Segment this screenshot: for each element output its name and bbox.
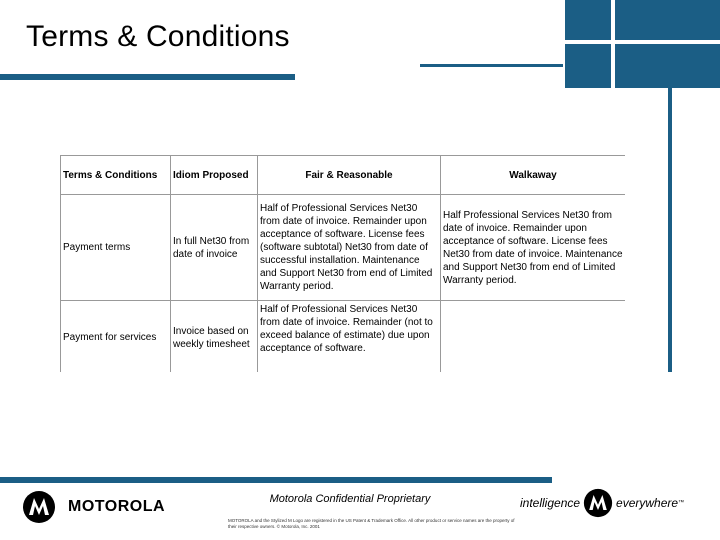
- header-walkaway: Walkaway: [441, 156, 626, 195]
- cell-walkaway: Half Professional Services Net30 from date of invoice. Remainder upon acceptance of software. License fees Net30 from date of invoice. Maintenance and Support Net30 from end of Limited Warranty period.: [441, 195, 626, 301]
- cell-term: Payment terms: [61, 195, 171, 301]
- side-rule: [668, 88, 672, 372]
- cell-idiom: Invoice based on weekly timesheet: [171, 301, 258, 373]
- corner-block-mid: [565, 44, 611, 88]
- motorola-m-icon: [22, 490, 56, 524]
- terms-table: [60, 155, 625, 372]
- corner-block-top-right: [615, 0, 720, 40]
- cell-walkaway: [441, 301, 626, 373]
- terms-table-wrapper: [60, 155, 625, 372]
- tagline: [520, 488, 684, 518]
- confidential-label: Motorola Confidential Proprietary: [269, 493, 431, 505]
- trademark-symbol: ™: [678, 500, 685, 506]
- legal-notice: MOTOROLA and the Stylized M Logo are registered in the US Patent & Trademark Office. All other product or service names are the property of their respective owners. © Motorola, Inc. 2001: [228, 518, 515, 529]
- cell-term: Payment for services: [61, 301, 171, 373]
- cell-idiom: In full Net30 from date of invoice: [171, 195, 258, 301]
- table-row: [61, 301, 626, 373]
- cell-fair: Half of Professional Services Net30 from date of invoice. Remainder (not to exceed balance of estimate) due upon acceptance of software.: [258, 301, 441, 373]
- brand-name: MOTOROLA: [68, 498, 166, 515]
- header-fair: Fair & Reasonable: [258, 156, 441, 195]
- corner-block-right: [615, 44, 720, 88]
- corner-block-top-left: [565, 0, 611, 40]
- table-row: [61, 195, 626, 301]
- tagline-right: everywhere: [616, 496, 679, 510]
- page-title: Terms & Conditions: [26, 20, 290, 53]
- table-header-row: [61, 156, 626, 195]
- header-idiom: Idiom Proposed: [171, 156, 258, 195]
- tagline-left: intelligence: [520, 496, 581, 510]
- motorola-m-icon: [583, 488, 613, 518]
- cell-fair: Half of Professional Services Net30 from date of invoice. Remainder upon acceptance of software. License fees (software subtotal) Net30 from date of successful installation. Maintenance and Support Net30 from end of Limited Warranty period.: [258, 195, 441, 301]
- footer-rule: [0, 477, 552, 483]
- title-underline: [0, 74, 295, 80]
- header-terms: Terms & Conditions: [61, 156, 171, 195]
- motorola-logo: [22, 490, 165, 524]
- top-rule: [420, 64, 563, 67]
